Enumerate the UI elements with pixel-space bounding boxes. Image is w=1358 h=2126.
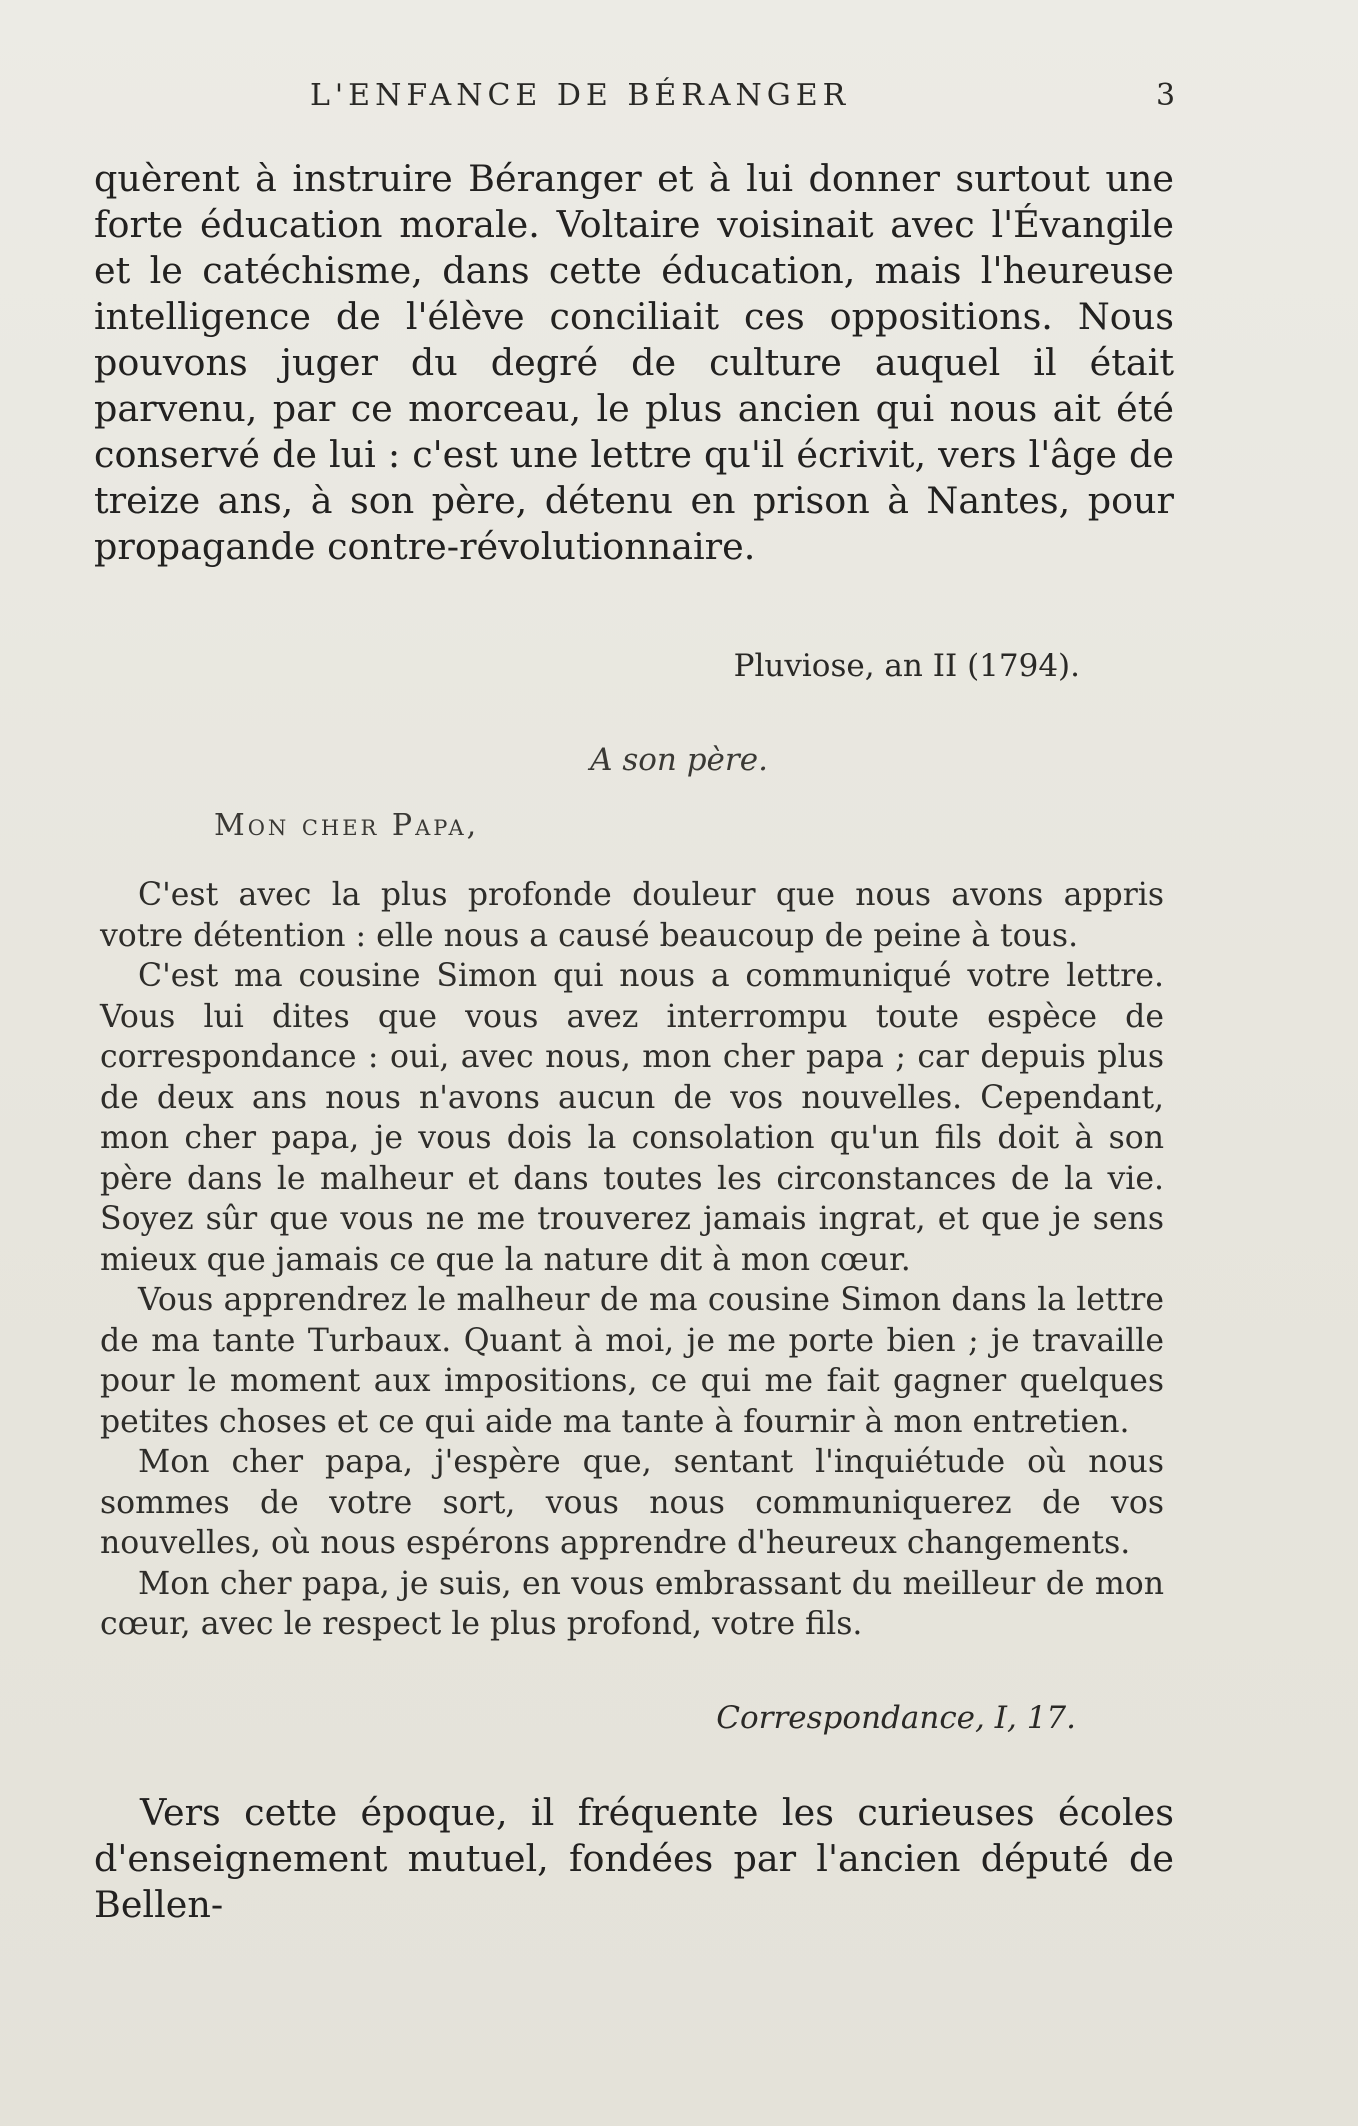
letter-paragraph-2: C'est ma cousine Simon qui nous a communiqué votre lettre. Vous lui dites que vous avez interrompu toute espèce de correspondance : oui, avec nous, mon cher papa ; car depuis plus de deux ans nous n'avons aucun de vos nouvelles. Cependant, mon cher papa, je vous dois la consolation qu'un fils doit à son père dans le malheur et dans toutes les circonstances de la vie. Soyez sûr que vous ne me trouverez jamais ingrat, et que je sens mieux que jamais ce que la nature dit à mon cœur. — [100, 958, 1164, 1278]
letter-addressee: A son père. — [590, 742, 768, 778]
letter-salutation: Mon cher Papa, — [214, 808, 480, 843]
page-number: 3 — [1156, 78, 1176, 113]
intro-paragraph: quèrent à instruire Béranger et à lui donner surtout une forte éducation morale. Voltaire voisinait avec l'Évangile et le catéchisme, dans cette éducation, mais l'heureuse intelligence de l'élève conciliait ces oppositions. Nous pouvons juger du degré de culture auquel il était parvenu, par ce morceau, le plus ancien qui nous ait été conservé de lui : c'est une lettre qu'il écrivit, vers l'âge de treize ans, à son père, détenu en prison à Nantes, pour propagande contre-révolutionnaire. — [94, 157, 1174, 568]
running-title: L'ENFANCE DE BÉRANGER — [310, 78, 851, 113]
running-header — [0, 78, 1358, 128]
letter-paragraph-4: Mon cher papa, j'espère que, sentant l'inquiétude où nous sommes de votre sort, vous nous communiquerez de vos nouvelles, où nous espérons apprendre d'heureux changements. — [100, 1444, 1164, 1561]
letter-paragraph-3: Vous apprendrez le malheur de ma cousine Simon dans la lettre de ma tante Turbaux. Quant à moi, je me porte bien ; je travaille pour le moment aux impositions, ce qui me fait gagner quelques petites choses et ce qui aide ma tante à fournir à mon entretien. — [100, 1282, 1164, 1440]
intro-paragraph-block — [94, 156, 1174, 570]
closing-paragraph: Vers cette époque, il fréquente les curieuses écoles d'enseignement mutuel, fondées par l'ancien député de Bellen- — [94, 1791, 1174, 1926]
letter-paragraph-5: Mon cher papa, je suis, en vous embrassant du meilleur de mon cœur, avec le respect le plus profond, votre fils. — [100, 1565, 1164, 1642]
closing-paragraph-block — [94, 1790, 1174, 1928]
letter-paragraph-1: C'est avec la plus profonde douleur que nous avons appris votre détention : elle nous a causé beaucoup de peine à tous. — [100, 877, 1164, 954]
letter-dateline: Pluviose, an II (1794). — [733, 648, 1080, 684]
letter-source-citation: Correspondance, I, 17. — [716, 1700, 1076, 1736]
letter-body — [100, 875, 1164, 1645]
